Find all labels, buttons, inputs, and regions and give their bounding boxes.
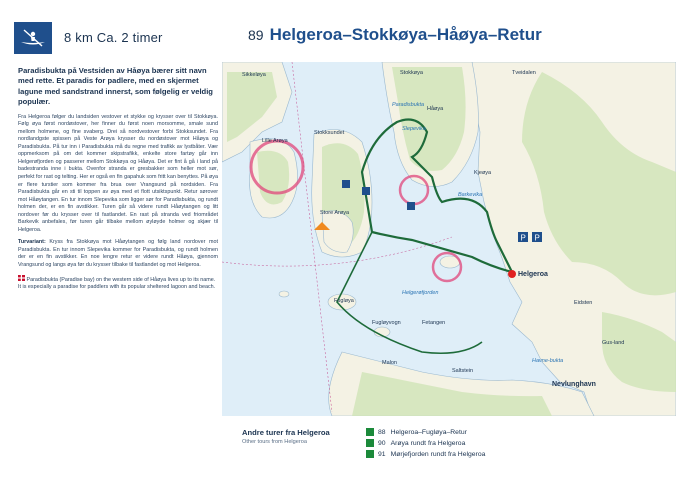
kayak-route-icon <box>366 450 374 458</box>
english-text: Paradisbukta (Paradise bay) on the western side of Håøya lives up to its name. It is especially a paradise for paddlers with its popular sheltered lagoon and beach. <box>18 276 216 291</box>
body-paragraph: Fra Helgeroa følger du landsiden vestover et stykke og krysser over til Stokkøya. Følg øya først nordøstover, her finner du først noen morsomme, smale sund mellom holmene, og fine svaberg. Drei så nordvestover forbi Stokksundet. Fra nordlandgste spissen på Veste Arøya krysser du nordøstover mot Håøya og Paradisbukta. På tur inn i Paradisbukta må du regne med trafikk av lystbåter. Vær oppmerksom på om det kommer skipstrafikk, enkelte store fartøy går inn Helgerøfjorden og passerer mellom Stokkøya og Håøya. Det er fint å gå i land på badestranda inne i bukta. Ovenfor stranda er gresbakker som heller mot sør, perfekt for rast og telting. Her er også en fin gapahuk som fritt kan benyttes. På øya er flere turstier som kommer fra bruа over Vrangsund på nordsiden. Fra Paradisbukta går en sti til toppen av øya med et flott utsiktspunkt. Retur sørover mot Håøytangen. En tur innom Slepevika som ligger sør for Paradisbukta, og rundt holmen der, er en fin avstikker. Turen går så videre rundt Håøytangen og litt nordover før du krysser over til fastlandet. En rast på stranda ved friområdet Barkevik anbefales, før turen går tilbake mellom øyløyde holmer og skjær til Helgeroa. <box>18 113 218 233</box>
label-helgeroa: Helgeroa <box>518 271 548 278</box>
tour-number: 88 <box>378 428 386 436</box>
camp-icon-3 <box>407 202 415 210</box>
label-paradisbukta: Paradisbukta <box>392 102 425 108</box>
label-stokkoya-n: Stokkøya <box>400 70 423 76</box>
camp-icon-2 <box>362 187 370 195</box>
label-sikkeloya: Sikkeløya <box>242 72 266 78</box>
tour-item[interactable] <box>366 449 485 459</box>
kayak-route-icon <box>366 428 374 436</box>
label-nevlunghavn: Nevlunghavn <box>552 381 596 388</box>
label-slepevika: Slepevika <box>402 126 426 132</box>
route-number: 89 <box>248 27 264 43</box>
route-map[interactable] <box>222 62 676 416</box>
tour-number: 90 <box>378 439 386 447</box>
label-havnebukta: Havne-bukta <box>532 358 564 364</box>
label-gusland: Gus-land <box>602 340 625 346</box>
page-header <box>0 0 676 62</box>
tour-name: Mørjefjorden rundt fra Helgeroa <box>390 450 486 458</box>
label-tveidalen: Tveidalen <box>512 70 536 76</box>
variant-label: Turvariant: <box>18 239 46 246</box>
label-haoya: Håøya <box>427 106 444 112</box>
label-fetangen: Fetangen <box>422 320 446 326</box>
label-eidsten: Eidsten <box>574 300 593 306</box>
variant-paragraph <box>18 239 218 269</box>
variant-text: Kryss fra Stokkøya mot Håøytangen og følg land nordover mot Paradisbukta. En tur innom Slepevika kommer for Paradisbukta, og rundt holmen der er en fin avstikker. En noe lengre retur er videre rundt Håøya, gjennom Vrangsund og langs øya før du krysser tilbake til fastlandet og mot Helgeroa. <box>18 239 218 269</box>
svg-text:P: P <box>534 233 540 243</box>
label-store-aroya: Store Arøya <box>320 210 350 216</box>
other-tours-subtitle: Other tours from Helgeroa <box>242 439 307 445</box>
english-summary <box>18 275 218 292</box>
label-helgerofjorden: Helgerøfjorden <box>402 290 439 296</box>
helgeroa-marker <box>508 270 516 278</box>
tour-number: 91 <box>378 450 386 458</box>
other-tours-list <box>366 427 485 460</box>
tour-item[interactable] <box>366 427 485 437</box>
camp-icon <box>342 180 350 188</box>
distance-label: 8 km Ca. 2 timer <box>64 30 163 45</box>
lead-paragraph: Paradisbukta på Vestsiden av Håøya bærer sitt navn med rette. Et paradis for padlere, med en skjermet lagune med sandstrand innerst, som følgelig er veldig populær. <box>18 66 213 107</box>
label-malon: Malon <box>382 360 397 366</box>
label-saltstein: Saltstein <box>452 368 474 374</box>
flag-icon <box>18 275 25 281</box>
tour-item[interactable] <box>366 438 485 448</box>
label-fugloya: Fugløya <box>334 298 354 304</box>
other-tours-heading <box>242 428 330 445</box>
label-lille-aroya: Lille Arøya <box>262 138 288 144</box>
label-kjeoya: Kjeøya <box>474 170 492 176</box>
tour-name: Helgeroa–Fugløya–Retur <box>390 428 467 436</box>
kayak-route-icon <box>366 439 374 447</box>
label-fugloyvogn: Fugløyvogn <box>372 320 401 326</box>
route-title <box>248 25 542 45</box>
other-tours-title: Andre turer fra Helgeroa <box>242 428 330 437</box>
label-barkevika: Barkevika <box>458 192 483 198</box>
tour-name: Arøya rundt fra Helgeroa <box>390 439 466 447</box>
route-name: Helgeroa–Stokkøya–Håøya–Retur <box>269 25 542 44</box>
map-canvas <box>222 62 676 416</box>
label-stokksundet: Stokksundet <box>314 130 345 136</box>
kayak-icon <box>14 22 52 54</box>
description-column <box>18 66 218 476</box>
svg-text:P: P <box>520 233 526 243</box>
